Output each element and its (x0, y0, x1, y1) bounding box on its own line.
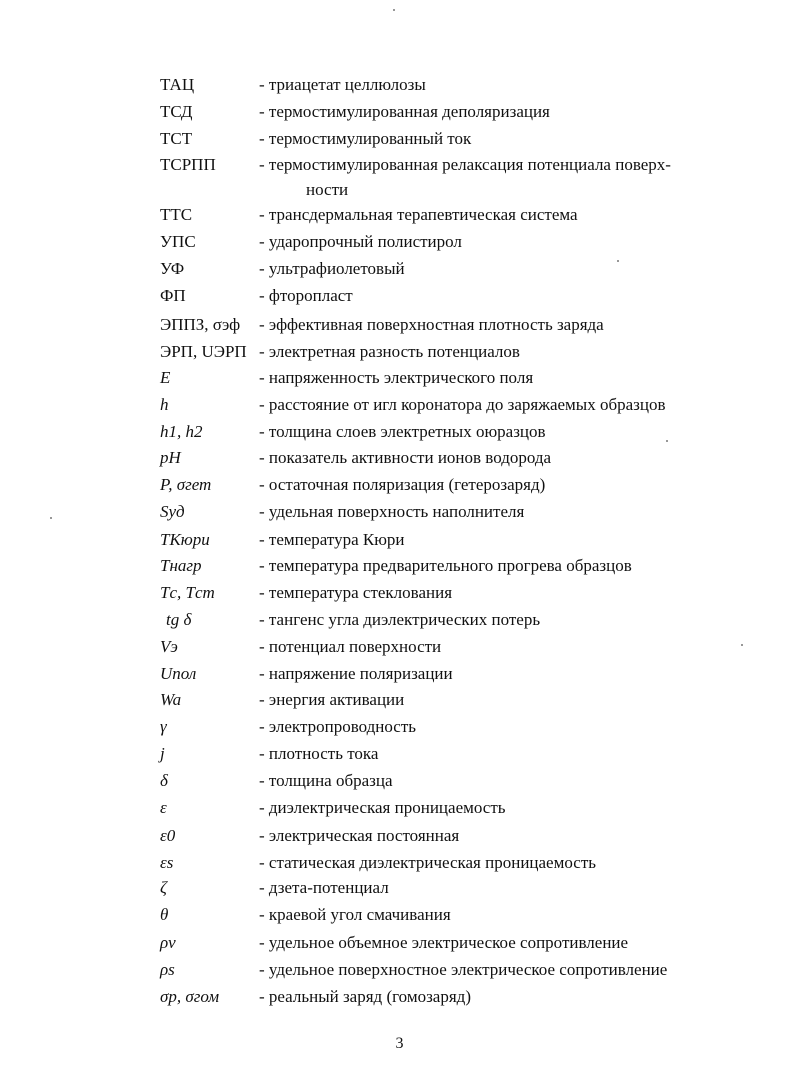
list-item (0, 797, 799, 821)
list-item (0, 932, 799, 956)
list-item (0, 716, 799, 740)
symbol-definition: - напряжение поляризации (259, 664, 453, 683)
symbol-term: P, σгет (160, 475, 212, 494)
list-item (0, 285, 799, 309)
abbreviation-term: УПС (160, 232, 196, 251)
symbol-term: h (160, 395, 169, 414)
list-item (0, 770, 799, 794)
abbreviation-term: ФП (160, 286, 186, 305)
list-item (0, 394, 799, 418)
abbreviation-definition: - термостимулированная релаксация потенциала поверх- (259, 155, 671, 174)
symbol-term: ε0 (160, 826, 176, 845)
symbol-definition: - реальный заряд (гомозаряд) (259, 987, 471, 1006)
list-item (0, 555, 799, 579)
symbol-term: pH (160, 448, 181, 467)
list-item (0, 689, 799, 713)
symbol-definition: - энергия активации (259, 690, 405, 709)
abbreviation-term: ЭРП, UЭРП (160, 342, 247, 361)
scan-speck (50, 517, 52, 519)
symbol-term: Sуд (160, 502, 185, 521)
symbol-definition: - удельное поверхностное электрическое сопротивление (259, 960, 668, 979)
list-item (0, 341, 799, 365)
symbol-term: Uпол (160, 664, 197, 683)
symbol-term: Tс, Tст (160, 583, 215, 602)
abbreviation-term: ЭППЗ, σэф (160, 315, 241, 334)
symbol-term: σр, σгом (160, 987, 220, 1006)
list-item (0, 367, 799, 391)
symbol-definition: - тангенс угла диэлектрических потерь (259, 610, 541, 629)
symbol-definition: - толщина слоев электретных оюразцов (259, 422, 546, 441)
symbol-definition: - потенциал поверхности (259, 637, 442, 656)
symbol-definition: - напряженность электрического поля (259, 368, 534, 387)
symbol-definition: - остаточная поляризация (гетерозаряд) (259, 475, 546, 494)
abbreviation-definition: - ударопрочный полистирол (259, 232, 462, 251)
list-item (0, 852, 799, 876)
list-item (0, 101, 799, 125)
list-item (0, 959, 799, 983)
list-item (0, 421, 799, 445)
abbreviation-definition: - ультрафиолетовый (259, 259, 405, 278)
abbreviation-term: ТСТ (160, 129, 193, 148)
symbol-term: εs (160, 853, 174, 872)
abbreviation-term: ТСД (160, 102, 193, 121)
symbol-term: ε (160, 798, 167, 817)
scan-speck (393, 9, 395, 11)
abbreviation-definition: - трансдермальная терапевтическая система (259, 205, 578, 224)
list-item (0, 986, 799, 1010)
list-item (0, 529, 799, 553)
symbol-term: Tнагр (160, 556, 202, 575)
symbol-term: E (160, 368, 171, 387)
list-item (0, 825, 799, 849)
list-item (0, 501, 799, 525)
symbol-definition: - удельная поверхность наполнителя (259, 502, 525, 521)
symbol-term: TКюри (160, 530, 210, 549)
symbol-term: θ (160, 905, 169, 924)
symbol-definition: - электрическая постоянная (259, 826, 460, 845)
symbol-term: ρs (160, 960, 175, 979)
symbol-definition: - диэлектрическая проницаемость (259, 798, 506, 817)
symbol-term: Vэ (160, 637, 178, 656)
list-item (0, 609, 799, 633)
list-item (0, 474, 799, 498)
symbol-term: h1, h2 (160, 422, 203, 441)
symbol-definition: - статическая диэлектрическая проницаемость (259, 853, 597, 872)
list-item (0, 314, 799, 338)
list-item (0, 663, 799, 687)
symbol-definition: - показатель активности ионов водорода (259, 448, 552, 467)
symbol-term: ρv (160, 933, 176, 952)
list-item (0, 877, 799, 901)
abbreviation-term: ТАЦ (160, 75, 195, 94)
symbol-definition: - температура стеклования (259, 583, 453, 602)
symbol-term: γ (160, 717, 167, 736)
abbreviation-term: ТТС (160, 205, 193, 224)
abbreviation-definition: - триацетат целлюлозы (259, 75, 426, 94)
list-item (0, 743, 799, 767)
list-item (0, 258, 799, 282)
symbol-definition: - расстояние от игл коронатора до заряжаемых образцов (259, 395, 666, 414)
abbreviation-definition-continuation: ности (306, 180, 349, 199)
scan-speck (617, 260, 619, 262)
list-item (0, 204, 799, 228)
symbol-term: j (160, 744, 165, 763)
symbol-definition: - удельное объемное электрическое сопротивление (259, 933, 629, 952)
symbol-definition: - температура Кюри (259, 530, 405, 549)
page-number: 3 (395, 1035, 404, 1052)
scan-speck (666, 440, 668, 442)
list-item (0, 904, 799, 928)
symbol-definition: - толщина образца (259, 771, 393, 790)
abbreviation-definition: - фторопласт (259, 286, 353, 305)
symbol-term: ζ (160, 878, 167, 897)
list-item (0, 447, 799, 471)
list-item (0, 74, 799, 98)
symbol-definition: - температура предварительного прогрева образцов (259, 556, 632, 575)
symbol-definition: - электропроводность (259, 717, 417, 736)
list-item (0, 636, 799, 660)
list-item (0, 128, 799, 152)
symbol-definition: - краевой угол смачивания (259, 905, 451, 924)
abbreviation-definition: - эффективная поверхностная плотность заряда (259, 315, 604, 334)
list-item (0, 582, 799, 606)
symbol-definition: - дзета-потенциал (259, 878, 389, 897)
abbreviation-term: ТСРПП (160, 155, 216, 174)
symbol-term: δ (160, 771, 168, 790)
list-item (0, 154, 799, 204)
abbreviation-definition: - термостимулированный ток (259, 129, 472, 148)
symbol-definition: - плотность тока (259, 744, 379, 763)
abbreviation-definition: - электретная разность потенциалов (259, 342, 520, 361)
scan-speck (741, 644, 743, 646)
abbreviation-definition: - термостимулированная деполяризация (259, 102, 550, 121)
symbol-term: tg δ (166, 610, 192, 629)
abbreviation-term: УФ (160, 259, 185, 278)
list-item (0, 231, 799, 255)
symbol-term: Wa (160, 690, 182, 709)
